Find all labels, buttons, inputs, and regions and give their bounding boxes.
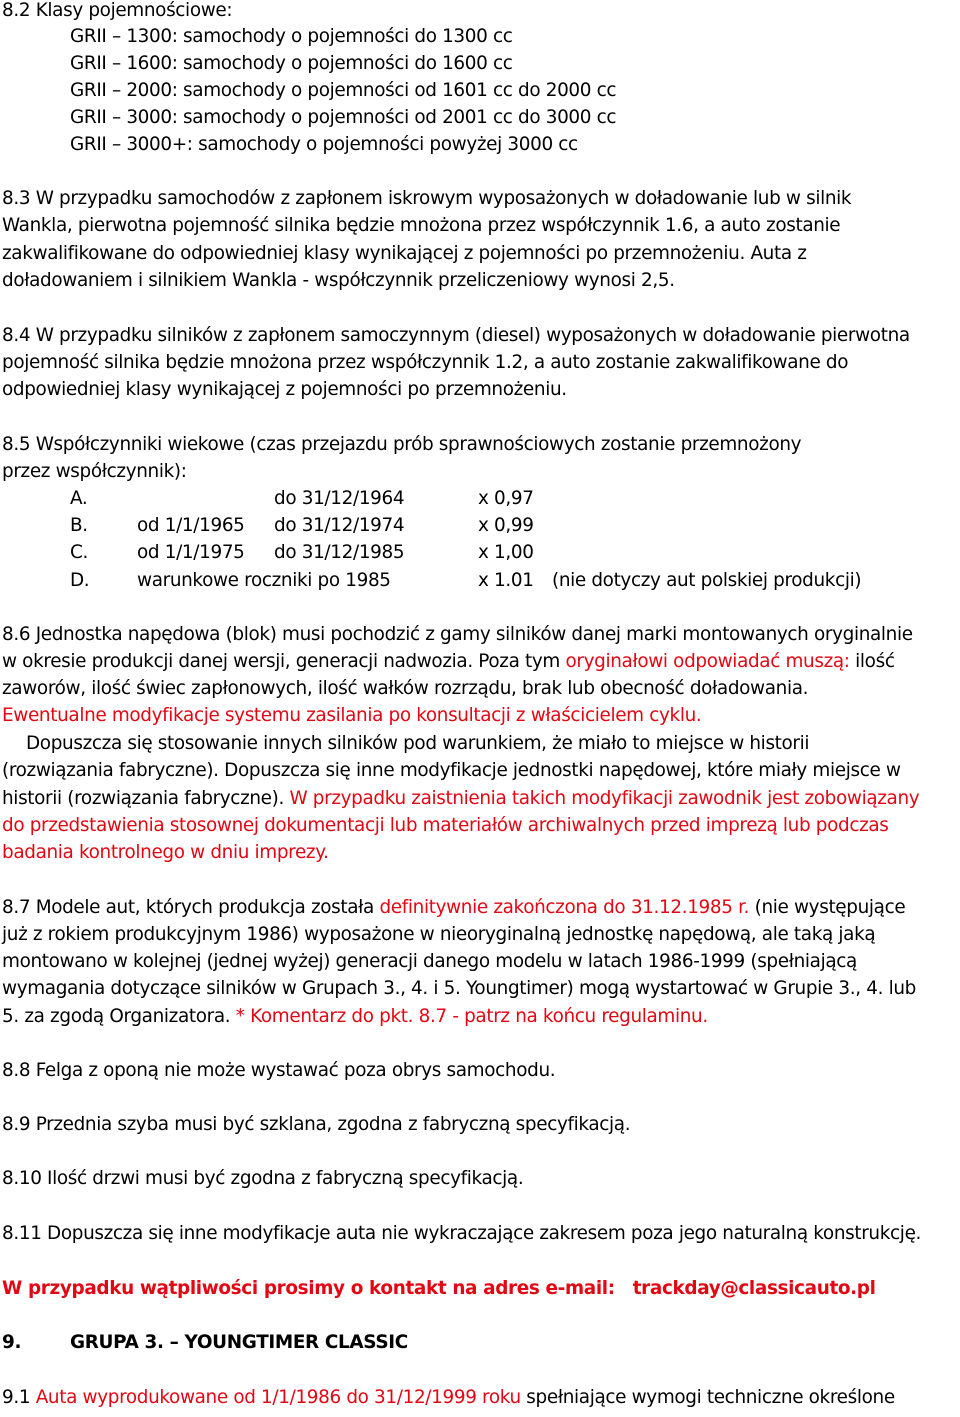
section-8-11: 8.11 Dopuszcza się inne modyfikacje auta nie wykraczające zakresem poza jego naturalną konstrukcję. xyxy=(2,1223,922,1244)
highlighted-text: W przypadku zaistnienia takich modyfikacji zawodnik jest zobowiązany xyxy=(289,788,920,809)
section-9-number: 9. xyxy=(2,1332,22,1353)
row-letter: D. xyxy=(70,570,90,591)
section-8-7-line: już z rokiem produkcyjnym 1986) wyposażone w nieoryginalną jednostkę napędową, ale taką jaką xyxy=(2,924,876,945)
section-8-3-line: doładowaniem i silnikiem Wankla - współczynnik przeliczeniowy wynosi 2,5. xyxy=(2,270,675,291)
row-letter: A. xyxy=(70,488,88,509)
section-8-6-highlight: Ewentualne modyfikacje systemu zasilania po konsultacji z właścicielem cyklu. xyxy=(2,705,702,726)
row-factor: x 1,00 xyxy=(478,542,534,563)
plain-text: 9.1 xyxy=(2,1387,36,1408)
class-line: GRII – 2000: samochody o pojemności od 1601 cc do 2000 cc xyxy=(70,80,617,101)
class-line: GRII – 3000: samochody o pojemności od 2001 cc do 3000 cc xyxy=(70,107,617,128)
row-letter: C. xyxy=(70,542,88,563)
plain-text: historii (rozwiązania fabryczne). xyxy=(2,788,290,809)
section-8-6-highlight: badania kontrolnego w dniu imprezy. xyxy=(2,842,329,863)
section-8-4-line: odpowiedniej klasy wynikającej z pojemności po przemnożeniu. xyxy=(2,379,567,400)
plain-text: spełniające wymogi techniczne określone xyxy=(520,1387,895,1408)
section-8-6-line xyxy=(2,788,919,810)
class-line: GRII – 1300: samochody o pojemności do 1300 cc xyxy=(70,26,513,47)
row-factor: x 0,99 xyxy=(478,515,534,536)
section-8-3-line: Wankla, pierwotna pojemność silnika będzie mnożona przez współczynnik 1.6, a auto zostanie xyxy=(2,215,841,236)
section-8-5-line: przez współczynnik): xyxy=(2,461,187,482)
row-note: (nie dotyczy aut polskiej produkcji) xyxy=(552,570,862,591)
row-from: warunkowe roczniki po 1985 xyxy=(137,570,391,591)
highlighted-text: Auta wyprodukowane od 1/1/1986 do 31/12/1999 roku xyxy=(35,1387,521,1408)
section-8-7-line: wymagania dotyczące silników w Grupach 3., 4. i 5. Youngtimer) mogą wystartować w Grupie 3., 4. lub xyxy=(2,978,916,999)
section-8-9: 8.9 Przednia szyba musi być szklana, zgodna z fabryczną specyfikacją. xyxy=(2,1114,631,1135)
section-8-7-line: montowano w kolejnej (jednej wyżej) generacji danego modelu w latach 1986-1999 (spełniającą xyxy=(2,951,857,972)
section-8-6-line: zaworów, ilość świec zapłonowych, ilość wałków rozrządu, brak lub obecność doładowania. xyxy=(2,678,809,699)
plain-text: (nie występujące xyxy=(749,897,906,918)
highlighted-text: definitywnie zakończona do 31.12.1985 r. xyxy=(379,897,750,918)
row-to: do 31/12/1964 xyxy=(274,488,405,509)
contact-text: W przypadku wątpliwości prosimy o kontakt na adres e-mail: xyxy=(2,1278,615,1299)
section-9-1-line xyxy=(2,1387,895,1409)
row-letter: B. xyxy=(70,515,88,536)
row-from: od 1/1/1975 xyxy=(137,542,245,563)
section-8-3-line: zakwalifikowane do odpowiedniej klasy wynikającej z pojemności po przemnożeniu. Auta z xyxy=(2,243,807,264)
plain-text: ilość xyxy=(849,651,895,672)
contact-email-link[interactable]: trackday@classicauto.pl xyxy=(632,1278,876,1299)
section-8-6-line xyxy=(2,651,895,673)
section-8-4-line: pojemność silnika będzie mnożona przez współczynnik 1.2, a auto zostanie zakwalifikowane do xyxy=(2,352,849,373)
section-8-7-line xyxy=(2,897,905,919)
section-8-6-line: Dopuszcza się stosowanie innych silników pod warunkiem, że miało to miejsce w historii xyxy=(26,733,810,754)
section-8-10: 8.10 Ilość drzwi musi być zgodna z fabryczną specyfikacją. xyxy=(2,1168,524,1189)
plain-text: w okresie produkcji danej wersji, generacji nadwozia. Poza tym xyxy=(2,651,566,672)
section-8-3-line: 8.3 W przypadku samochodów z zapłonem iskrowym wyposażonych w doładowanie lub w silnik xyxy=(2,188,852,209)
comment-reference-link[interactable]: * Komentarz do pkt. 8.7 - patrz na końcu regulaminu. xyxy=(235,1006,708,1027)
row-to: do 31/12/1974 xyxy=(274,515,405,536)
section-8-4-line: 8.4 W przypadku silników z zapłonem samoczynnym (diesel) wyposażonych w doładowanie pierwotna xyxy=(2,325,910,346)
plain-text: 8.7 Modele aut, których produkcja została xyxy=(2,897,380,918)
section-8-2-heading: 8.2 Klasy pojemnościowe: xyxy=(2,0,233,21)
section-9-title: GRUPA 3. – YOUNGTIMER CLASSIC xyxy=(70,1332,408,1353)
class-line: GRII – 1600: samochody o pojemności do 1600 cc xyxy=(70,53,513,74)
contact-line xyxy=(2,1278,876,1300)
section-8-6-highlight: do przedstawienia stosownej dokumentacji lub materiałów archiwalnych przed imprezą lub podczas xyxy=(2,815,889,836)
row-factor: x 0,97 xyxy=(478,488,534,509)
section-8-6-line: 8.6 Jednostka napędowa (blok) musi pochodzić z gamy silników danej marki montowanych oryginalnie xyxy=(2,624,913,645)
row-to: do 31/12/1985 xyxy=(274,542,405,563)
row-factor: x 1.01 xyxy=(478,570,534,591)
section-8-7-line xyxy=(2,1006,708,1028)
section-8-5-line: 8.5 Współczynniki wiekowe (czas przejazdu prób sprawnościowych zostanie przemnożony xyxy=(2,434,802,455)
class-line: GRII – 3000+: samochody o pojemności powyżej 3000 cc xyxy=(70,134,578,155)
row-from: od 1/1/1965 xyxy=(137,515,245,536)
plain-text: 5. za zgodą Organizatora. xyxy=(2,1006,236,1027)
section-8-8: 8.8 Felga z oponą nie może wystawać poza obrys samochodu. xyxy=(2,1060,556,1081)
section-8-6-line: (rozwiązania fabryczne). Dopuszcza się inne modyfikacje jednostki napędowej, które miały miejsce w xyxy=(2,760,901,781)
highlighted-text: oryginałowi odpowiadać muszą: xyxy=(565,651,850,672)
